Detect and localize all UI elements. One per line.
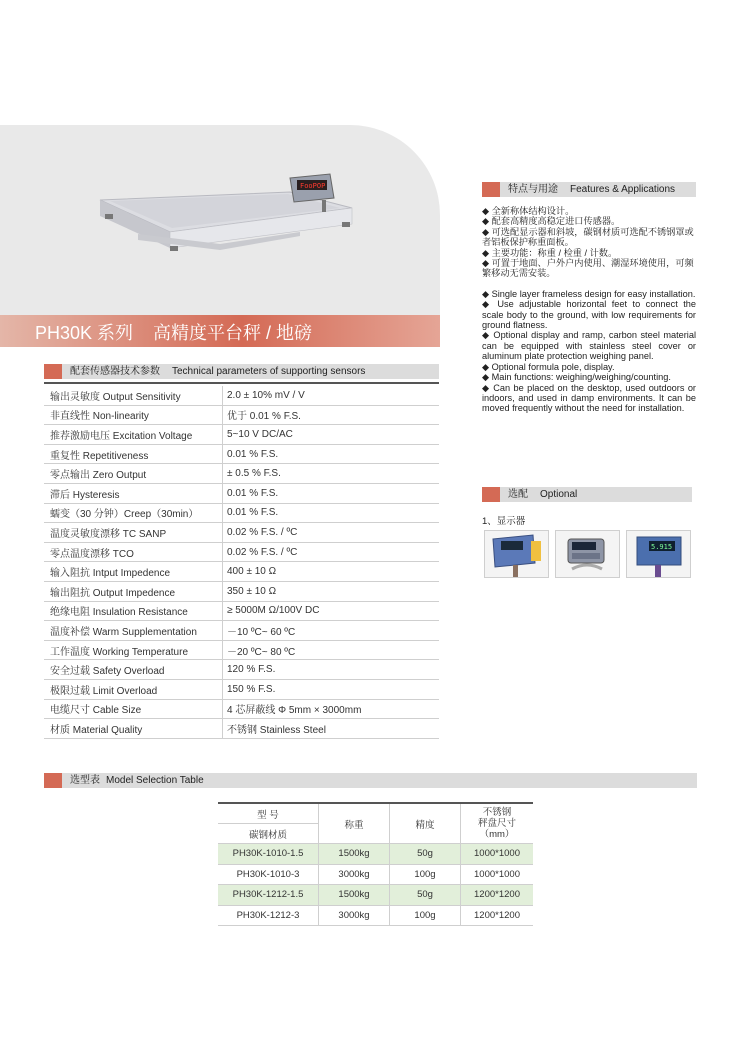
feature-cn-item: ◆ 配套高精度高稳定进口传感器。 [482,216,621,227]
model-head-bottom: 碳钢材质 [218,824,319,844]
param-label: 工作温度 Working Temperature [44,640,223,660]
params-table [44,386,439,739]
param-row [44,542,439,562]
param-value: －20 ºC~ 80 ºC [223,640,440,660]
product-name: 高精度平台秤 / 地磅 [153,323,313,343]
param-value: 120 % F.S. [223,660,440,680]
model-accuracy: 100g [390,864,461,885]
capacity-head: 称重 [319,803,390,844]
size-head: 不锈钢 秤盘尺寸 （mm） [461,803,534,844]
series-name: PH30K 系列 [35,323,134,343]
param-row [44,660,439,680]
model-capacity: 3000kg [319,864,390,885]
param-value: 0.01 % F.S. [223,483,440,503]
param-value: ≥ 5000M Ω/100V DC [223,601,440,621]
param-value: 0.02 % F.S. / ºC [223,542,440,562]
display-option-3-image [626,530,691,578]
model-accuracy: 50g [390,844,461,865]
feature-en-item: ◆ Optional formula pole, display. [482,361,615,372]
feature-cn-item: ◆ 主要功能：称重 / 检重 / 计数。 [482,247,618,258]
feature-cn-item: ◆ 可选配显示器和斜坡，碳钢材质可选配不锈钢罩或者铝板保护称重面板。 [482,226,694,248]
section-marker [482,182,500,197]
param-label: 零点输出 Zero Output [44,464,223,484]
param-row [44,601,439,621]
param-value: 0.01 % F.S. [223,444,440,464]
param-row [44,483,439,503]
param-label: 滞后 Hysteresis [44,483,223,503]
param-value: 150 % F.S. [223,679,440,699]
param-value: 优于 0.01 % F.S. [223,405,440,425]
model-head-top: 型 号 [218,803,319,824]
section-marker [482,487,500,502]
feature-en-item: ◆ Optional display and ramp, carbon steel material can be equipped with stainless steel cover or aluminum plate protection weighing panel. [482,330,696,362]
param-value: 400 ± 10 Ω [223,562,440,582]
model-code: PH30K-1010-3 [218,864,319,885]
param-label: 重复性 Repetitiveness [44,444,223,464]
platform-scale-image [90,170,360,290]
param-row [44,503,439,523]
param-label: 材质 Material Quality [44,719,223,739]
param-row [44,640,439,660]
param-row [44,699,439,719]
param-row [44,464,439,484]
section-marker [44,364,62,379]
model-capacity: 3000kg [319,905,390,926]
model-capacity: 1500kg [319,844,390,865]
model-size: 1000*1000 [461,844,534,865]
param-value: 不锈钢 Stainless Steel [223,719,440,739]
param-row [44,719,439,739]
model-section-header: 选型表 Model Selection Table [44,773,697,788]
param-value: ± 0.5 % F.S. [223,464,440,484]
param-value: 5~10 V DC/AC [223,425,440,445]
param-row [44,405,439,425]
model-code: PH30K-1010-1.5 [218,844,319,865]
model-accuracy: 50g [390,885,461,906]
param-row [44,581,439,601]
param-value: 2.0 ± 10% mV / V [223,386,440,405]
param-row [44,621,439,641]
param-label: 输入阻抗 Intput Impedence [44,562,223,582]
param-label: 温度补偿 Warm Supplementation [44,621,223,641]
param-label: 输出灵敏度 Output Sensitivity [44,386,223,405]
accuracy-head: 精度 [390,803,461,844]
param-label: 绝缘电阻 Insulation Resistance [44,601,223,621]
param-label: 安全过载 Safety Overload [44,660,223,680]
model-size: 1200*1200 [461,885,534,906]
model-row [218,885,533,906]
model-size: 1200*1200 [461,905,534,926]
param-value: －10 ºC~ 60 ºC [223,621,440,641]
param-label: 电缆尺寸 Cable Size [44,699,223,719]
feature-en-item: ◆ Main functions: weighing/weighing/counting. [482,372,671,383]
display-option-2-image [555,530,620,578]
param-label: 推荐激励电压 Excitation Voltage [44,425,223,445]
param-row [44,444,439,464]
optional-section-header: 选配 Optional [482,487,692,502]
display-option-3-reading: 5.915 [651,543,673,551]
optional-item-label: 1、显示器 [482,516,526,527]
param-value: 350 ± 10 Ω [223,581,440,601]
param-label: 极限过载 Limit Overload [44,679,223,699]
feature-cn-item: ◆ 全新称体结构设计。 [482,206,575,216]
section-marker [44,773,62,788]
param-label: 输出阻抗 Output Impedence [44,581,223,601]
param-row [44,425,439,445]
param-label: 零点温度漂移 TCO [44,542,223,562]
model-size: 1000*1000 [461,864,534,885]
feature-en-item: ◆ Use adjustable horizontal feet to connect the scale body to the ground, with low requirements for ground flatness. [482,299,696,331]
page-title [35,319,312,345]
param-value: 4 芯屏蔽线 Φ 5mm × 3000mm [223,699,440,719]
param-row [44,679,439,699]
param-row [44,562,439,582]
param-label: 非直线性 Non-linearity [44,405,223,425]
param-row [44,523,439,543]
param-label: 蠕变（30 分钟）Creep（30min） [44,503,223,523]
params-top-rule [44,382,439,384]
model-code: PH30K-1212-3 [218,905,319,926]
feature-cn-item: ◆ 可置于地面、户外户内使用、潮湿环境使用，可频繁移动无需安装。 [482,258,694,279]
model-table [218,802,533,926]
indicator-reading: FooPOP [300,182,326,190]
display-option-1-image [484,530,549,578]
model-row [218,844,533,865]
model-row [218,864,533,885]
features-text [482,206,696,414]
model-capacity: 1500kg [319,885,390,906]
model-row [218,905,533,926]
model-code: PH30K-1212-1.5 [218,885,319,906]
param-row [44,386,439,405]
features-section-header: 特点与用途 Features & Applications [482,182,696,197]
model-accuracy: 100g [390,905,461,926]
param-value: 0.02 % F.S. / ºC [223,523,440,543]
param-label: 温度灵敏度漂移 TC SANP [44,523,223,543]
params-section-header: 配套传感器技术参数 Technical parameters of supporting sensors [44,364,439,379]
feature-en-item: ◆ Single layer frameless design for easy installation. [482,288,696,299]
feature-en-item: ◆ Can be placed on the desktop, used outdoors or indoors, and used in damp environments. It can be moved frequently without the need for installation. [482,382,696,414]
param-value: 0.01 % F.S. [223,503,440,523]
